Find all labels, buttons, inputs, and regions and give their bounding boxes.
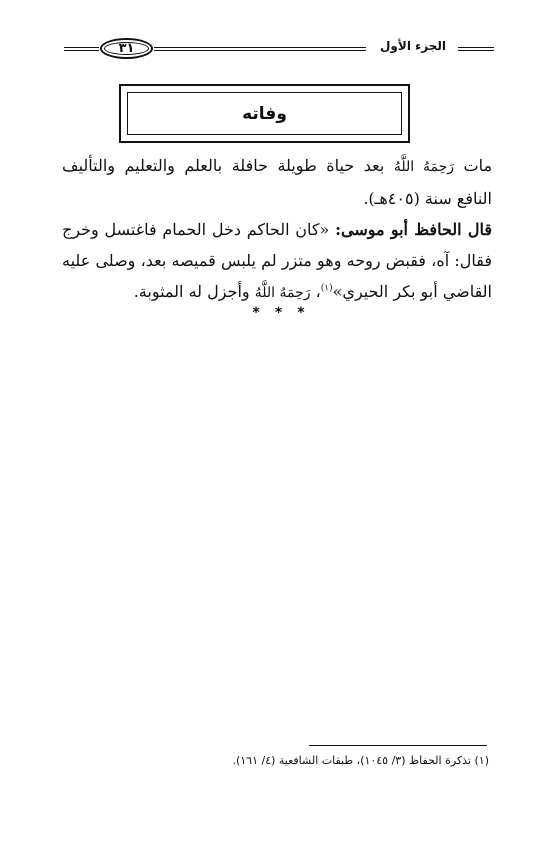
quote-text: «كان الحاكم دخل الحمام فاغتسل وخرج فقال: آه، فقبض روحه وهو متزر لم يلبس قميصه بعد، وصلى عليه القاضي أبو بكر الحيري» [62,220,492,301]
honorific-phrase-2: رَحِمَهُ اللَّهُ [254,285,311,301]
running-title: الجزء الأول [380,39,446,53]
section-title-frame [119,84,410,143]
page-number-frame [100,38,153,59]
asterisk-3: * [252,305,260,321]
running-header [0,0,557,80]
asterisk-1: * [297,305,305,321]
footnote: (١) تذكرة الحفاظ (٣/ ١٠٤٥)، طبقات الشافعية (٤/ ١٦١). [232,754,489,767]
header-rule-middle [154,47,366,51]
header-rule-right [458,47,494,51]
quote-attribution: قال الحافظ أبو موسى: [335,220,492,239]
para1-text-after: بعد حياة طويلة حافلة بالعلم والتعليم والتأليف النافع سنة (٤٠٥هـ). [62,156,492,208]
paragraph-quote [62,214,492,309]
footnote-separator-rule [309,745,487,746]
section-title: وفاته [242,103,287,124]
footnote-reference: (١) [320,283,333,294]
page-number: ٣١ [118,41,135,56]
section-divider-asterism [0,302,557,321]
para1-text-before: مات [463,156,493,175]
section-title-inner-frame [127,92,402,135]
quote-separator: ، [315,282,321,301]
paragraph-death [62,150,492,214]
honorific-phrase: رَحِمَهُ اللَّهُ [393,159,454,175]
body-text [62,150,492,309]
asterisk-2: * [274,305,283,321]
closing-text: وأجزل له المثوبة. [133,282,250,301]
header-rule-left [64,47,99,51]
